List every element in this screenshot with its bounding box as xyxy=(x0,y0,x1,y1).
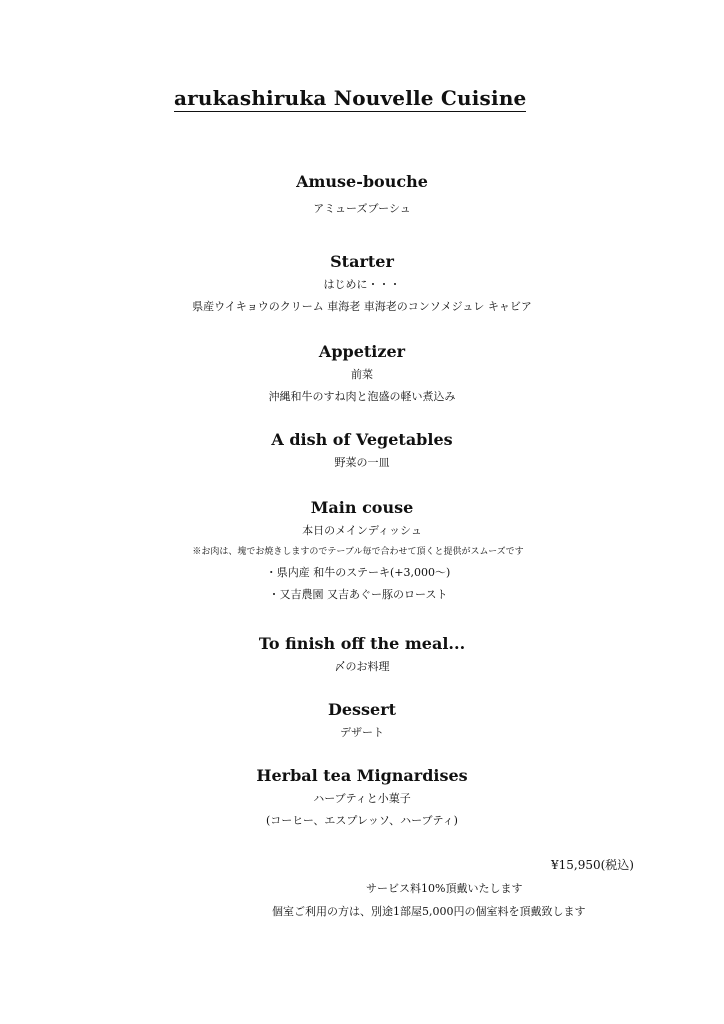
course-heading: To finish off the meal... xyxy=(258,634,466,653)
course-heading: A dish of Vegetables xyxy=(271,430,453,449)
course-description: アミューズブーシュ xyxy=(313,202,411,215)
main-course-option: ・県内産 和牛のステーキ(+3,000〜) xyxy=(265,566,451,579)
course-appetizer xyxy=(0,342,724,404)
course-description: 〆のお料理 xyxy=(334,660,390,673)
course-finish xyxy=(0,634,724,674)
course-main xyxy=(0,498,724,602)
main-course-note: ※お肉は、塊でお焼きしますのでテーブル毎で合わせて頂くと提供がスムーズです xyxy=(192,547,524,557)
course-description: 野菜の一皿 xyxy=(334,456,390,469)
course-description: (コーヒー、エスプレッソ、ハーブティ) xyxy=(266,814,458,827)
course-amuse-bouche xyxy=(0,172,724,216)
course-description: デザート xyxy=(340,726,384,739)
course-description: 県産ウイキョウのクリーム 車海老 車海老のコンソメジュレ キャビア xyxy=(192,300,532,313)
course-vegetables xyxy=(0,430,724,470)
course-description: ハーブティと小菓子 xyxy=(313,792,411,805)
course-heading: Herbal tea Mignardises xyxy=(256,766,468,785)
main-course-option: ・又吉農園 又吉あぐー豚のロースト xyxy=(268,588,448,601)
course-starter xyxy=(0,252,724,314)
private-room-note: 個室ご利用の方は、別途1部屋5,000円の個室料を頂戴致します xyxy=(272,905,586,918)
course-heading: Starter xyxy=(330,252,394,271)
course-description: 沖縄和牛のすね肉と泡盛の軽い煮込み xyxy=(268,390,456,403)
course-heading: Amuse-bouche xyxy=(296,172,428,191)
course-heading: Dessert xyxy=(327,700,397,719)
menu-title: arukashiruka Nouvelle Cuisine xyxy=(174,86,527,110)
course-heading: Main couse xyxy=(310,498,414,517)
course-price: ¥15,950(税込) xyxy=(551,858,634,872)
course-herbal-tea xyxy=(0,766,724,828)
course-description: 前菜 xyxy=(351,368,373,381)
course-description: 本日のメインディッシュ xyxy=(302,524,422,537)
service-charge-note: サービス料10%頂戴いたします xyxy=(366,882,523,895)
course-description: はじめに・・・ xyxy=(323,278,401,291)
course-dessert xyxy=(0,700,724,740)
course-heading: Appetizer xyxy=(318,342,406,361)
